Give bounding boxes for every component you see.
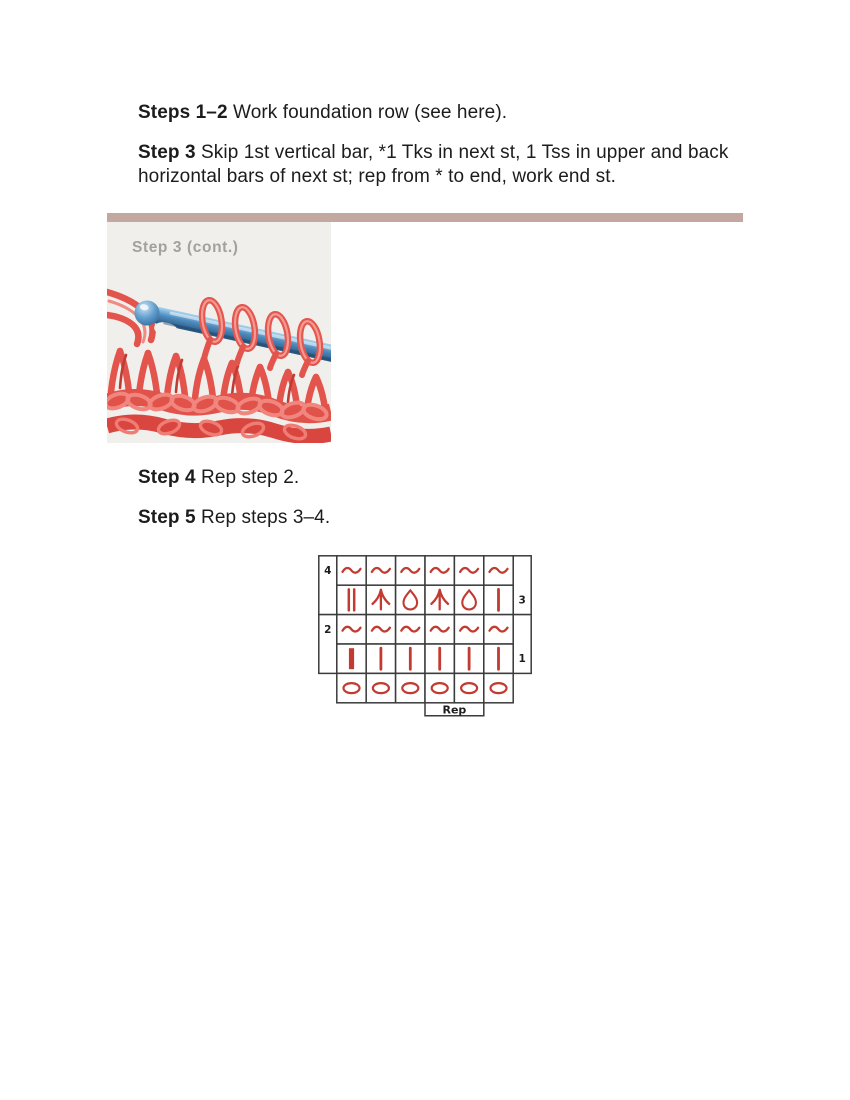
instruction-text: Rep step 2.	[195, 467, 300, 488]
instruction-step-number: Step 3	[138, 142, 196, 163]
crochet-stitch-chart	[318, 555, 532, 723]
instruction-step-3	[138, 141, 740, 189]
row-number-label: 1	[518, 653, 526, 666]
chart-cell	[454, 673, 483, 702]
repeat-label: Rep	[442, 703, 467, 717]
instruction-steps-1-2	[138, 101, 740, 125]
instruction-text: Work foundation row (see here).	[227, 102, 508, 123]
row-number-label: 3	[518, 594, 526, 607]
instruction-text: Skip 1st vertical bar, *1 Tks in next st, 1 Tss in upper and back horizontal bars of next st; rep from * to end, work end st.	[138, 142, 729, 187]
row-number-label: 4	[324, 565, 332, 577]
step3-photo	[107, 222, 331, 443]
chart-cell	[396, 673, 425, 702]
section-divider-bar	[107, 213, 743, 222]
instruction-step-number: Step 5	[138, 507, 196, 528]
row-number-label: 2	[324, 623, 332, 636]
stitch-chart-svg	[318, 555, 532, 723]
chart-cell	[337, 673, 366, 702]
instruction-step-4	[138, 466, 740, 490]
photo-caption: Step 3 (cont.)	[132, 239, 239, 256]
instruction-step-number: Steps 1–2	[138, 102, 228, 123]
instruction-step-number: Step 4	[138, 467, 196, 488]
chart-cell	[366, 673, 395, 702]
instruction-text: Rep steps 3–4.	[195, 507, 331, 528]
chart-cell	[484, 673, 513, 702]
chart-cell	[425, 673, 454, 702]
instruction-step-5	[138, 506, 740, 530]
chart-cell	[337, 585, 366, 614]
